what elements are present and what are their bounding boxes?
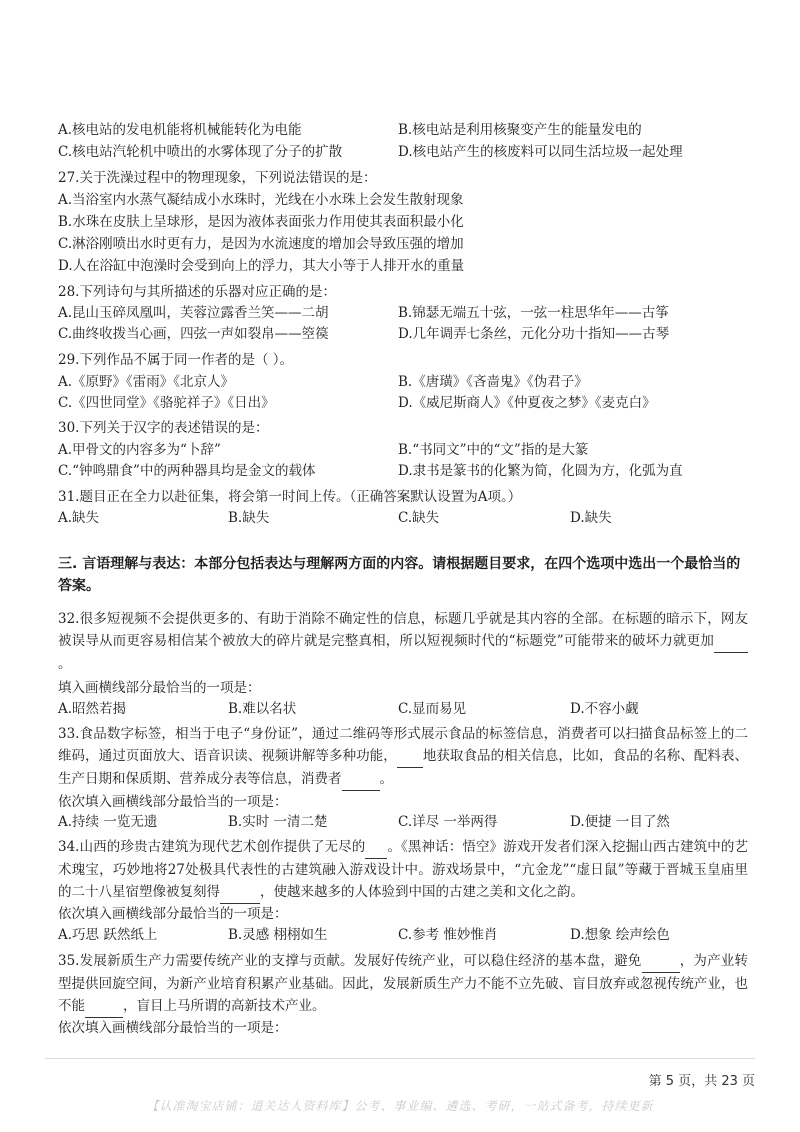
- q33-option-a[interactable]: A.持续 一览无遗: [58, 814, 158, 830]
- q34-text-part3: ，使越来越多的人体验到中国的古建之美和文化之韵。: [260, 884, 584, 900]
- q33-option-d[interactable]: D.便捷 一目了然: [570, 814, 670, 830]
- q34-option-b[interactable]: B.灵感 栩栩如生: [228, 927, 328, 943]
- q32-stem: [58, 608, 748, 675]
- q32-text-part2: 。: [58, 656, 72, 672]
- q32-prompt: 填入画横线部分最恰当的一项是：: [58, 680, 261, 696]
- q32-option-a[interactable]: A.昭然若揭: [58, 701, 127, 717]
- q34-text-part2: 。《黑神话：悟空》游戏开发者们深入挖掘山西古建筑中的艺术瑰宝，巧妙地将27处极具代表性的古建筑融入游戏设计中。游戏场景中，“亢金龙”“虚日鼠”等藏于晋城玉皇庙里的二十八星宿塑像被复刻得: [58, 839, 748, 900]
- q28-stem: 28.下列诗句与其所描述的乐器对应正确的是：: [58, 284, 336, 300]
- q34-option-c[interactable]: C.参考 惟妙惟肖: [398, 927, 498, 943]
- q27-option-d[interactable]: D.人在浴缸中泡澡时会受到向上的浮力，其大小等于人排开水的重量: [58, 258, 465, 274]
- q33-option-c[interactable]: C.详尽 一举两得: [398, 814, 498, 830]
- q34-text-part1: 34.山西的珍贵古建筑为现代艺术创作提供了无尽的: [58, 839, 366, 855]
- watermark: 【认准淘宝店铺：道关达人资料库】公考、事业编、遴选、考研，一站式备考，持续更新: [146, 1099, 654, 1113]
- q34-stem: [58, 836, 748, 904]
- q35-text-part1: 35.发展新质生产力需要传统产业的支撑与贡献。发展好传统产业，可以稳住经济的基本盘，避免: [58, 953, 642, 969]
- q28-option-a[interactable]: A.昆山玉碎凤凰叫，芙蓉泣露香兰笑——二胡: [58, 305, 329, 321]
- q32-blank: [714, 630, 748, 653]
- q34-blank-1: [365, 836, 387, 859]
- q32-option-b[interactable]: B.难以名状: [228, 701, 297, 717]
- q26-option-b[interactable]: B.核电站是利用核聚变产生的能量发电的: [398, 122, 642, 138]
- q29-option-c[interactable]: C.《四世同堂》《骆驼祥子》《日出》: [58, 395, 275, 411]
- q31-option-b[interactable]: B.缺失: [228, 510, 270, 526]
- q30-option-d[interactable]: D.隶书是篆书的化繁为简，化圆为方，化弧为直: [398, 463, 683, 479]
- q33-text-part2: 地获取食品的相关信息，比如，食品的名称、配料表、生产日期和保质期、营养成分表等信息，消费者: [58, 748, 749, 787]
- q27-option-b[interactable]: B.水珠在皮肤上呈球形，是因为液体表面张力作用使其表面积最小化: [58, 214, 464, 230]
- q33-blank-2: [342, 768, 380, 791]
- q33-prompt: 依次填入画横线部分最恰当的一项是：: [58, 794, 288, 810]
- footer-divider: [45, 1058, 755, 1059]
- q35-blank-1: [642, 950, 680, 973]
- q26-option-d[interactable]: D.核电站产生的核废料可以同生活垃圾一起处理: [398, 144, 683, 160]
- q33-option-b[interactable]: B.实时 一清二楚: [228, 814, 328, 830]
- q33-blank-1: [397, 745, 423, 768]
- q30-stem: 30.下列关于汉字的表述错误的是：: [58, 420, 269, 436]
- q30-option-b[interactable]: B.“书同文”中的“文”指的是大篆: [398, 442, 589, 458]
- q28-option-b[interactable]: B.锦瑟无端五十弦，一弦一柱思华年——古筝: [398, 305, 669, 321]
- q34-blank-2: [220, 881, 260, 904]
- q35-stem: [58, 950, 748, 1018]
- q35-blank-2: [85, 995, 123, 1018]
- q33-text-part3: 。: [379, 771, 393, 787]
- q33-text-part1: 33.食品数字标签，相当于电子“身份证”，通过二维码等形式展示食品的标签信息，消费者可以扫描食品标签上的二维码，通过页面放大、语音识读、视频讲解等多种功能，: [58, 726, 748, 764]
- page-number: 第 5 页，共 23 页: [648, 1074, 755, 1089]
- q35-text-part3: ，盲目上马所谓的高新技术产业。: [123, 998, 326, 1014]
- q35-prompt: 依次填入画横线部分最恰当的一项是：: [58, 1020, 288, 1036]
- q31-stem: 31.题目正在全力以赴征集，将会第一时间上传。（正确答案默认设置为A项。）: [58, 489, 522, 505]
- q31-option-c[interactable]: C.缺失: [398, 510, 440, 526]
- q27-stem: 27.关于洗澡过程中的物理现象，下列说法错误的是：: [58, 170, 377, 186]
- q27-option-a[interactable]: A.当浴室内水蒸气凝结成小水珠时，光线在小水珠上会发生散射现象: [58, 192, 464, 208]
- q30-option-a[interactable]: A.甲骨文的内容多为“卜辞”: [58, 442, 221, 458]
- q29-stem: 29.下列作品不属于同一作者的是（ ）。: [58, 352, 294, 368]
- q31-option-a[interactable]: A.缺失: [58, 510, 100, 526]
- q33-stem: [58, 723, 748, 791]
- q28-option-d[interactable]: D.几年调弄七条丝，元化分功十指知——古琴: [398, 326, 670, 342]
- q32-option-d[interactable]: D.不容小觑: [570, 701, 639, 717]
- q30-option-c[interactable]: C.“钟鸣鼎食”中的两种器具均是金文的载体: [58, 463, 316, 479]
- section-3-heading: 三. 言语理解与表达：本部分包括表达与理解两方面的内容。请根据题目要求，在四个选项中选出一个最恰当的答案。: [58, 556, 741, 594]
- q29-option-d[interactable]: D.《威尼斯商人》《仲夏夜之梦》《麦克白》: [398, 395, 656, 411]
- q26-option-a[interactable]: A.核电站的发电机能将机械能转化为电能: [58, 122, 302, 138]
- q29-option-a[interactable]: A.《原野》《雷雨》《北京人》: [58, 374, 235, 390]
- q32-text-part1: 32.很多短视频不会提供更多的、有助于消除不确定性的信息，标题几乎就是其内容的全部。在标题的暗示下，网友被误导从而更容易相信某个被放大的碎片就是完整真相，所以短视频时代的“标题党”可能带来的破坏力就更加: [58, 611, 748, 649]
- q26-option-c[interactable]: C.核电站汽轮机中喷出的水雾体现了分子的扩散: [58, 144, 343, 160]
- q27-option-c[interactable]: C.淋浴刚喷出水时更有力，是因为水流速度的增加会导致压强的增加: [58, 236, 464, 252]
- q31-option-d[interactable]: D.缺失: [570, 510, 612, 526]
- q29-option-b[interactable]: B.《唐璜》《吝啬鬼》《伪君子》: [398, 374, 588, 390]
- q34-option-d[interactable]: D.想象 绘声绘色: [570, 927, 670, 943]
- q32-option-c[interactable]: C.显而易见: [398, 701, 467, 717]
- q34-option-a[interactable]: A.巧思 跃然纸上: [58, 927, 158, 943]
- q28-option-c[interactable]: C.曲终收拨当心画，四弦一声如裂帛——箜篌: [58, 326, 329, 342]
- q34-prompt: 依次填入画横线部分最恰当的一项是：: [58, 906, 288, 922]
- q35-text-part2: ，为产业转型提供回旋空间，为新产业培育积累产业基础。因此，发展新质生产力不能不立先破、盲目放弃或忽视传统产业，也不能: [58, 953, 749, 1014]
